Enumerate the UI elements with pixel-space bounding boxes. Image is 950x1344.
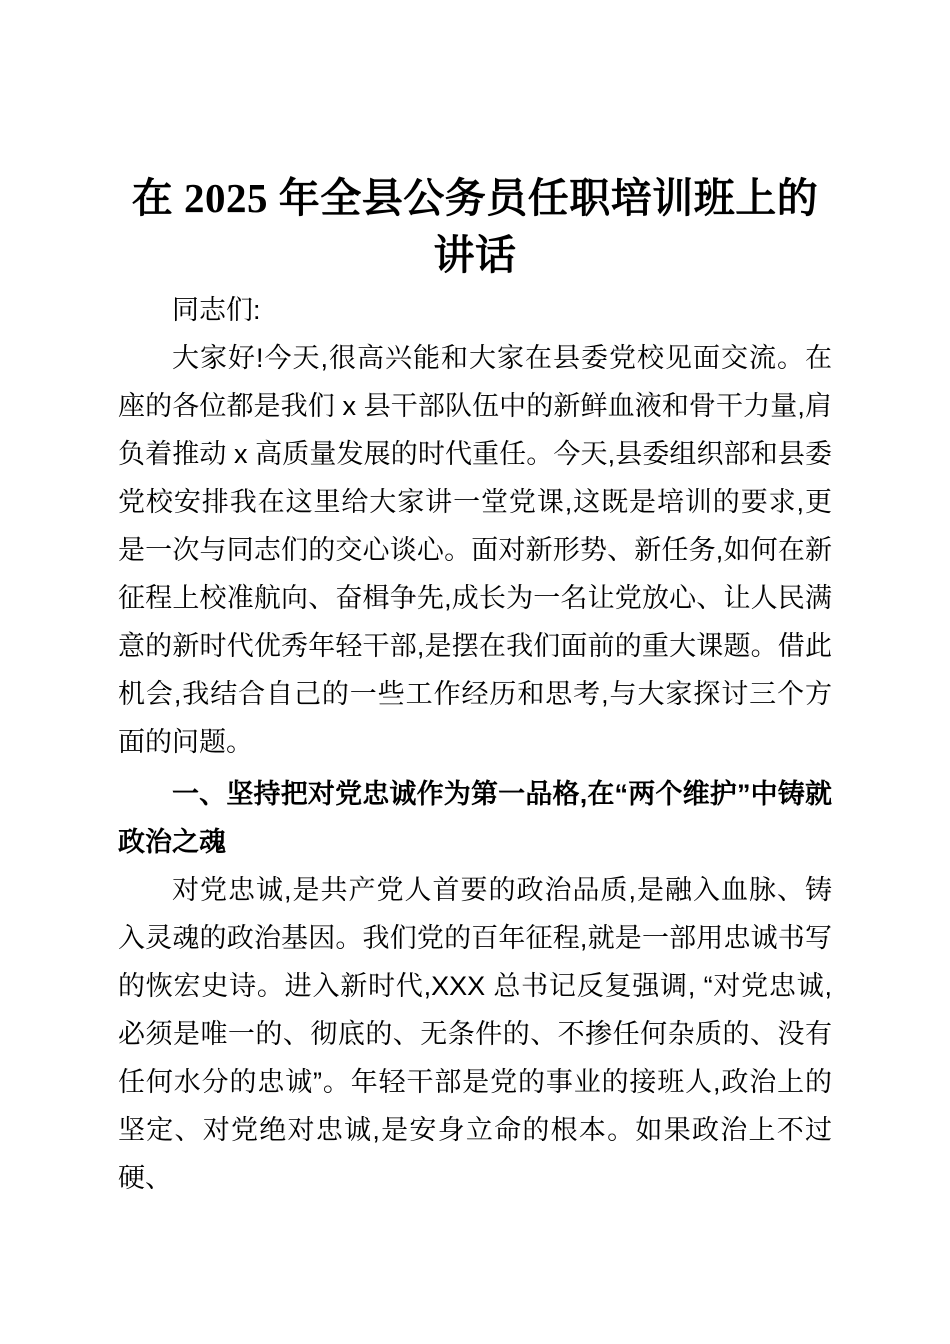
opening-paragraph: 大家好!今天,很高兴能和大家在县委党校见面交流。在座的各位都是我们 x 县干部队伍中的新鲜血液和骨干力量,肩负着推动 x 高质量发展的时代重任。今天,县委组织部和县委党校安排我在这里给大家讲一堂党课,这既是培训的要求,更是一次与同志们的交心谈心。面对新形势、新任务,如何在新征程上校准航向、奋楫争先,成长为一名让党放心、让人民满意的新时代优秀年轻干部,是摆在我们面前的重大课题。借此机会,我结合自己的一些工作经历和思考,与大家探讨三个方面的问题。 <box>118 343 832 757</box>
section-1-paragraph: 对党忠诚,是共产党人首要的政治品质,是融入血脉、铸入灵魂的政治基因。我们党的百年征程,就是一部用忠诚书写的恢宏史诗。进入新时代,XXX 总书记反复强调, “对党忠诚,必须是唯一的、彻底的、无条件的、不掺任何杂质的、没有任何水分的忠诚”。年轻干部是党的事业的接班人,政治上的坚定、对党绝对忠诚,是安身立命的根本。如果政治上不过硬、 <box>118 875 832 1193</box>
document-title-line-1: 在 2025 年全县公务员任职培训班上的 <box>131 175 819 221</box>
document-title <box>118 170 832 284</box>
section-1-heading: 一、坚持把对党忠诚作为第一品格,在“两个维护”中铸就政治之魂 <box>118 779 832 857</box>
salutation: 同志们: <box>172 295 261 325</box>
document-title-line-2: 讲话 <box>433 232 517 278</box>
